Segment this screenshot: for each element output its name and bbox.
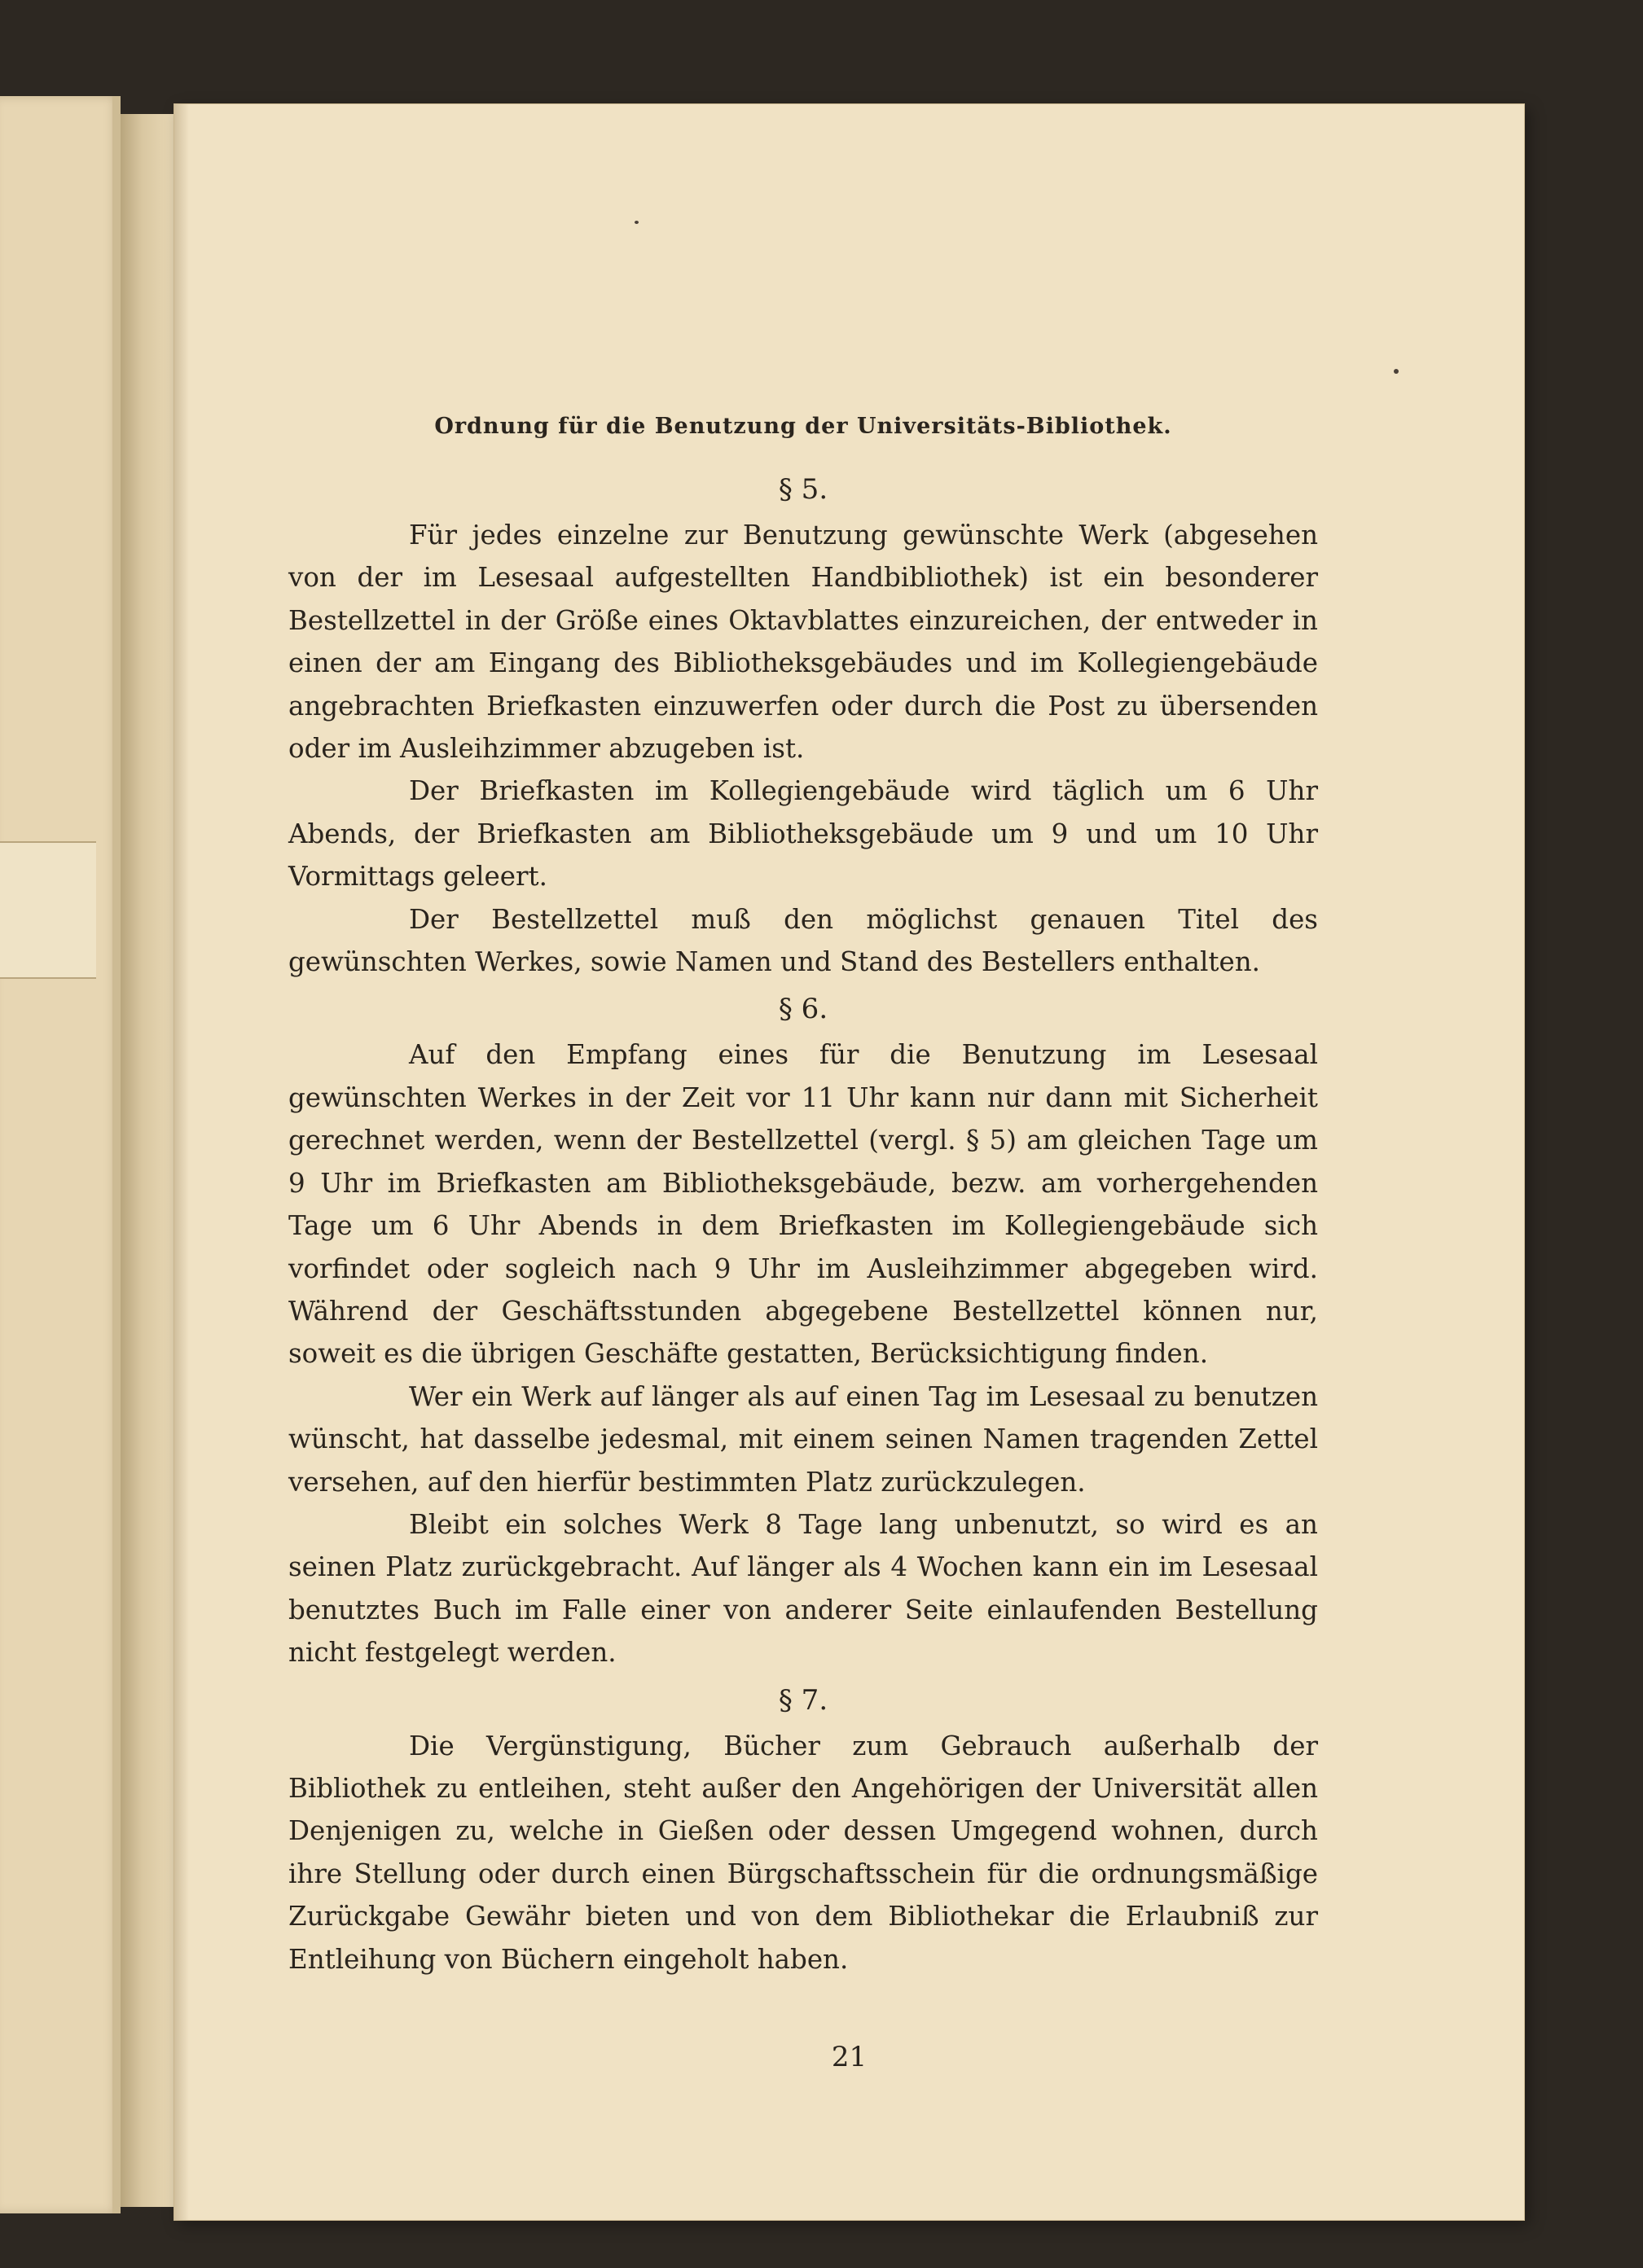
paragraph: Auf den Empfang eines für die Benutzung im Lesesaal gewünschten Werkes in der Zeit vor 11 Uhr kann nur dann mit Sicherheit gerechnet werden, wenn der Bestellzettel (vergl. § 5) am gleichen Tage um 9 Uhr im Briefkasten am Bibliotheksgebäude, bezw. am vorhergehenden Tage um 6 Uhr Abends in dem Briefkasten im Kollegiengebäude sich vorfindet oder sogleich nach 9 Uhr im Ausleihzimmer abgegeben wird. Während der Geschäftsstunden abgegebene Bestellzettel können nur, soweit es die übrigen Geschäfte gestatten, Berücksichtigung finden. (288, 1039, 1318, 1370)
book-gutter (121, 114, 174, 2207)
section-mark: § 5. (778, 473, 828, 506)
paragraph: Der Bestellzettel muß den möglichst genauen Titel des gewünschten Werkes, sowie Namen und Stand des Bestellers enthalten. (288, 903, 1318, 978)
page-fold-shadow (174, 104, 189, 2220)
paragraph: Der Briefkasten im Kollegiengebäude wird täglich um 6 Uhr Abends, der Briefkasten am Bibliotheksgebäude um 9 und um 10 Uhr Vormittags geleert. (288, 775, 1318, 893)
text-block (288, 300, 1318, 1981)
paragraph: Für jedes einzelne zur Benutzung gewünschte Werk (abgesehen von der im Lesesaal aufgestellten Handbibliothek) ist ein besonderer Bestellzettel in der Größe eines Oktavblattes einzureichen, der entweder in einen der am Eingang des Bibliotheksgebäudes und im Kollegiengebäude angebrachten Briefkasten einzuwerfen oder durch die Post zu übersenden oder im Ausleihzimmer abzugeben ist. (288, 520, 1318, 765)
paragraph: Wer ein Werk auf länger als auf einen Tag im Lesesaal zu benutzen wünscht, hat dasselbe jedesmal, mit einem seinen Namen tragenden Zettel versehen, auf den hierfür bestimmten Platz zurückzulegen. (288, 1380, 1318, 1498)
paragraph: Die Vergünstigung, Bücher zum Gebrauch außerhalb der Bibliothek zu entleihen, steht außer den Angehörigen der Universität allen Denjenigen zu, welche in Gießen oder dessen Umgegend wohnen, durch ihre Stellung oder durch einen Bürgschaftsschein für die ordnungsmäßige Zurückgabe Gewähr bieten und von dem Bibliothekar die Erlaubniß zur Entleihung von Büchern eingeholt haben. (288, 1730, 1318, 1975)
section-mark: § 7. (778, 1683, 828, 1717)
section-mark: § 6. (778, 993, 828, 1026)
previous-page-edge (0, 96, 121, 2213)
book-page (174, 104, 1524, 2220)
section-5 (288, 472, 1318, 983)
section-6 (288, 991, 1318, 1674)
previous-page-inner-edge (112, 96, 121, 2213)
paper-speck (1394, 369, 1399, 374)
paragraph: Bleibt ein solches Werk 8 Tage lang unbenutzt, so wird es an seinen Platz zurückgebracht. Auf länger als 4 Wochen kann ein im Lesesaal benutztes Buch im Falle einer von anderer Seite einlaufenden Bestellung nicht festgelegt werden. (288, 1508, 1318, 1669)
section-7 (288, 1682, 1318, 1981)
paper-speck (635, 221, 639, 224)
inserted-paper-slip (0, 841, 96, 979)
page-number: 21 (831, 2041, 868, 2073)
running-head: Ordnung für die Benutzung der Universitäts-Bibliothek. (434, 414, 1172, 439)
